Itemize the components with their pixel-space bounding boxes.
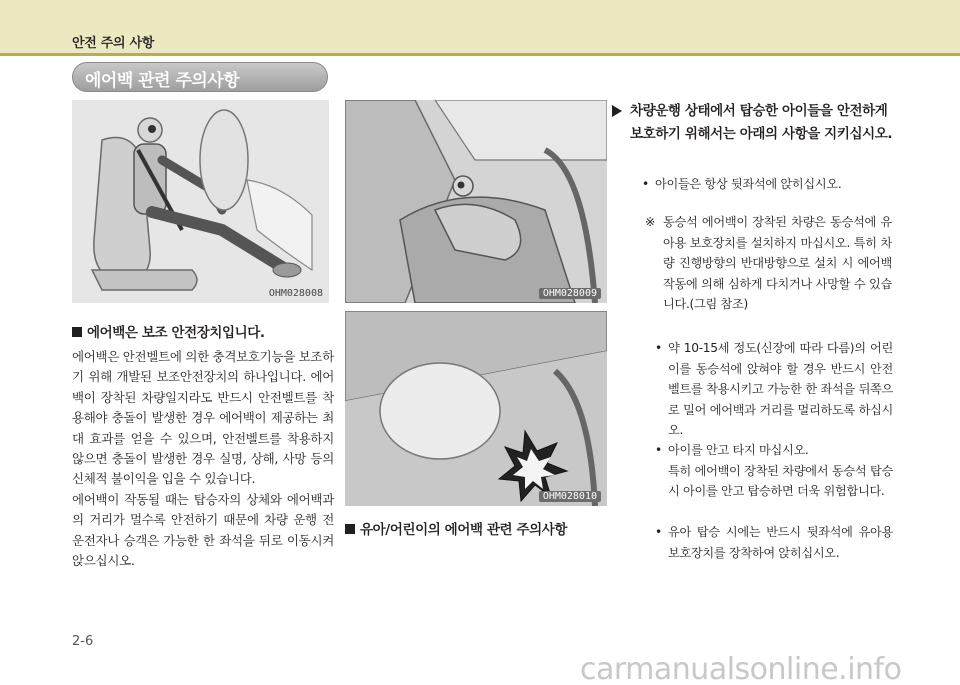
figure-code-3: OHM028010 <box>539 491 601 502</box>
dummy-airbag-illustration <box>72 100 329 303</box>
header-rule <box>0 53 960 56</box>
bullet-dot-icon: • <box>655 341 662 355</box>
note-block: ※ 동승석 에어백이 장착된 차량은 동승석에 유아용 보호장치를 설치하지 마십시오. 특히 차량 진행방향의 반대방향으로 설치 시 에어백 작동에 의해 심하게 다치거나 사망할 수 있습니다.(그림 참조) <box>645 212 892 315</box>
left-subhead: 에어백은 보조 안전장치입니다. <box>72 321 265 341</box>
bullet-1: • 아이들은 항상 뒷좌석에 앉히십시오. <box>655 174 895 195</box>
bullet-3: • 아이를 안고 타지 마십시오. 특히 에어백이 장착된 차량에서 동승석 탑승시 아이를 안고 탑승하면 더욱 위험합니다. <box>668 440 893 502</box>
figure-code-2: OHM028009 <box>539 288 601 299</box>
bullet-2: • 약 10-15세 정도(신장에 따라 다름)의 어린이를 동승석에 앉혀야 할 경우 반드시 안전벨트를 착용시키고 가능한 한 좌석을 뒤쪽으로 밀어 에어백과 거리를 멀리하도록 하십시오. <box>668 338 893 441</box>
left-paragraph-1: 에어백은 안전벨트에 의한 충격보호기능을 보조하기 위해 개발된 보조안전장치의 하나입니다. 에어백이 장착된 차량일지라도 반드시 안전벨트를 착용해야 충돌이 발생한 경우 에어백이 제공하는 최대 효과를 얻을 수 있으며, 안전벨트를 착용하지 않으면 충돌이 발생한 경우 실명, 상해, 사망 등의 신체적 불이익을 입을 수 있습니다. <box>72 349 334 487</box>
section-title: 에어백 관련 주의사항 <box>85 71 240 91</box>
triangle-arrow-icon <box>612 105 622 117</box>
middle-subhead: 유아/어린이의 에어백 관련 주의사항 <box>345 518 567 538</box>
left-body <box>72 347 334 571</box>
figure-airbag-deployment-child-seat <box>345 311 607 506</box>
bullet-dot-icon: • <box>655 443 662 457</box>
airbag-deployment-illustration <box>345 311 607 506</box>
bullet-dot-icon: • <box>642 177 649 191</box>
header-title: 안전 주의 사항 <box>72 36 154 51</box>
bullet-3-detail: 특히 에어백이 장착된 차량에서 동승석 탑승시 아이를 안고 탑승하면 더욱 위험합니다. <box>668 463 893 498</box>
page-number: 2-6 <box>72 634 94 649</box>
section-title-pill <box>72 62 328 92</box>
figure-code-1: OHM028008 <box>268 288 323 299</box>
figure-rear-facing-child-seat <box>345 100 607 303</box>
reference-mark-icon: ※ <box>645 215 655 229</box>
watermark: carmanualsonline.info <box>580 652 902 685</box>
square-bullet-icon <box>345 524 355 534</box>
bullet-4: • 유아 탑승 시에는 반드시 뒷좌석에 유아용 보호장치를 장착하여 앉히십시오. <box>668 522 893 563</box>
left-paragraph-2: 에어백이 작동될 때는 탑승자의 상체와 에어백과의 거리가 멀수록 안전하기 때문에 차량 운행 전 운전자나 승객은 가능한 한 좌석을 뒤로 이동시켜 앉으십시오. <box>72 491 334 569</box>
bullet-dot-icon: • <box>655 525 662 539</box>
child-seat-illustration <box>345 100 607 303</box>
warning-title: 차량운행 상태에서 탑승한 아이들을 안전하게 보호하기 위해서는 아래의 사항을 지키십시오. <box>610 100 895 146</box>
figure-dummy-airbag <box>72 100 329 303</box>
square-bullet-icon <box>72 327 82 337</box>
